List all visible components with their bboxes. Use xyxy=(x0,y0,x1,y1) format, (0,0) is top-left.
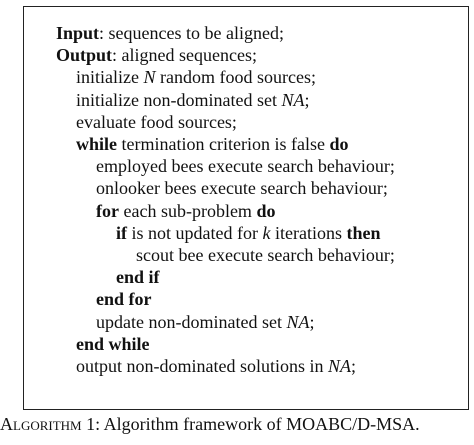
algorithm-line xyxy=(96,177,388,199)
keyword: Input xyxy=(56,23,100,43)
keyword: while xyxy=(76,134,118,154)
keyword: do xyxy=(329,134,349,154)
line-text: ; xyxy=(309,311,315,332)
algorithm-caption xyxy=(0,413,420,435)
algorithm-line xyxy=(76,89,309,111)
caption-text: Algorithm framework of MOABC/D-MSA. xyxy=(100,414,420,434)
keyword: do xyxy=(256,200,276,221)
line-text: scout bee execute search behaviour; xyxy=(136,245,395,265)
line-text: is not updated for xyxy=(127,222,263,243)
line-text: evaluate food sources; xyxy=(76,111,237,132)
algorithm-line xyxy=(136,244,395,266)
algorithm-line xyxy=(56,22,284,44)
line-text: ; xyxy=(351,356,357,376)
algorithm-line xyxy=(96,200,275,222)
algorithm-line xyxy=(76,66,316,88)
keyword: Output xyxy=(56,45,113,66)
keyword: for xyxy=(96,200,119,221)
line-text: : aligned sequences; xyxy=(112,45,257,66)
algorithm-line xyxy=(76,355,356,377)
line-text: ; xyxy=(304,89,310,110)
line-text: random food sources; xyxy=(155,67,316,88)
keyword: end if xyxy=(116,267,160,288)
line-text: onlooker bees execute search behaviour; xyxy=(96,178,388,199)
algorithm-line xyxy=(56,44,257,66)
keyword: end for xyxy=(96,289,152,310)
keyword: then xyxy=(346,222,381,243)
math-symbol: NA xyxy=(328,356,352,376)
line-text: : sequences to be aligned; xyxy=(99,23,284,43)
algorithm-line xyxy=(116,222,380,244)
line-text: initialize non-dominated set xyxy=(76,89,282,110)
algorithm-line xyxy=(76,111,237,133)
line-text: output non-dominated solutions in xyxy=(76,356,328,376)
math-symbol: k xyxy=(262,222,271,243)
algorithm-line xyxy=(76,133,348,155)
keyword: if xyxy=(116,222,127,243)
algorithm-line xyxy=(76,333,150,355)
line-text: employed bees execute search behaviour; xyxy=(96,156,395,177)
line-text: initialize xyxy=(76,67,144,88)
math-symbol: NA xyxy=(286,311,310,332)
line-text: update non-dominated set xyxy=(96,311,287,332)
algorithm-line xyxy=(96,155,395,177)
line-text: each sub-problem xyxy=(118,200,257,221)
algorithm-line xyxy=(96,311,314,333)
algorithm-line xyxy=(96,288,152,310)
line-text: termination criterion is false xyxy=(117,134,330,154)
line-text: iterations xyxy=(270,222,347,243)
algorithm-line xyxy=(116,266,160,288)
math-symbol: NA xyxy=(281,89,305,110)
caption-label: Algorithm 1: xyxy=(0,414,101,434)
keyword: end while xyxy=(76,333,150,354)
math-symbol: N xyxy=(143,67,156,88)
